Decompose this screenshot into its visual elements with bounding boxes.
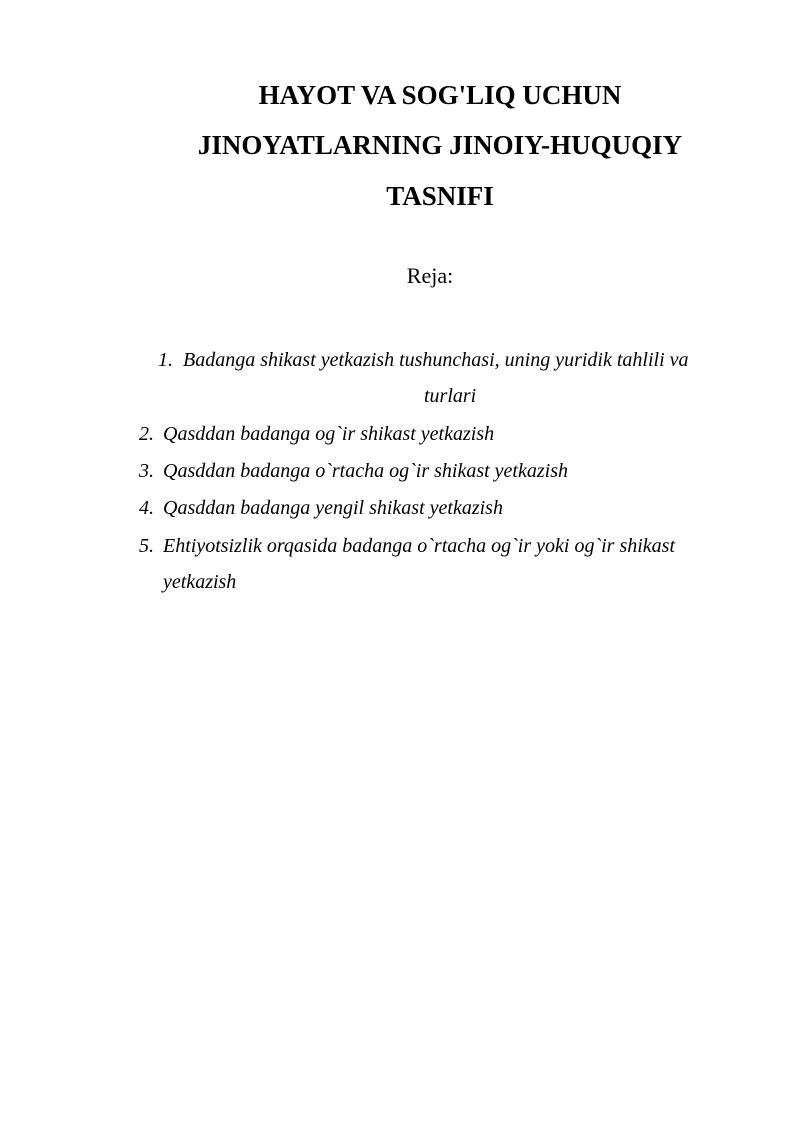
plan-item-1-line-1: Badanga shikast yetkazish tushunchasi, uning yuridik tahlili va (183, 349, 689, 371)
plan-item-5-number: 5. (139, 535, 154, 557)
plan-heading: Reja: (406, 263, 454, 288)
plan-item-2-line-1: Qasddan badanga og`ir shikast yetkazish (163, 423, 495, 445)
plan-item-4-number: 4. (139, 497, 154, 519)
document-title-line-1: HAYOT VA SOG'LIQ UCHUN (258, 80, 622, 110)
plan-item-4-line-1: Qasddan badanga yengil shikast yetkazish (163, 497, 503, 519)
plan-item-5-line-2: yetkazish (163, 571, 237, 593)
document-title-line-3: TASNIFI (386, 181, 494, 211)
plan-item-3-line-1: Qasddan badanga o`rtacha og`ir shikast yetkazish (163, 460, 568, 482)
plan-item-2-number: 2. (139, 423, 154, 445)
document-title-line-2: JINOYATLARNING JINOIY-HUQUQIY (197, 130, 683, 160)
plan-item-1-number: 1. (158, 349, 173, 371)
plan-item-1-line-2: turlari (424, 385, 477, 407)
plan-item-5-line-1: Ehtiyotsizlik orqasida badanga o`rtacha og`ir yoki og`ir shikast (163, 535, 676, 557)
plan-item-3-number: 3. (139, 460, 154, 482)
